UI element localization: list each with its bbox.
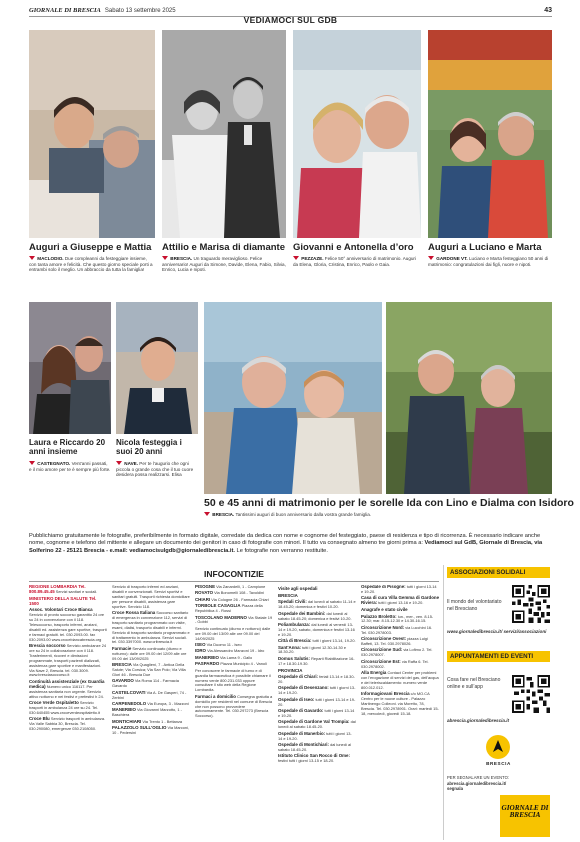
info-entry-heading: Continuità assistenziale (ex Guardia medica) xyxy=(29,678,105,689)
info-entry-heading: Poliambulanza: xyxy=(278,621,311,627)
info-entry xyxy=(195,604,273,614)
info-entry-heading: Assoc. Volontari Croce Bianca xyxy=(29,607,93,613)
info-entry-text: Via Roma 114 - Farmacia Gavardo xyxy=(112,678,179,689)
sidebar-title-associazioni: ASSOCIAZIONI SOLIDALI xyxy=(447,567,550,578)
announcement-title: Auguri a Luciano e Marta xyxy=(428,242,542,253)
info-entry-text: Servizio di trasporto infermi ed anziani, disabili e convenzionati. Servizi sportivi e sanitari gratuiti. Trasporti richiesta domiciliare per persone disabili, assistenza gare sportive. Servizio 118. xyxy=(112,585,190,609)
info-entry-heading: Ospedale di Montichiari: xyxy=(278,741,329,747)
info-entry-heading: Istituto Clinico San Rocco di Ome: xyxy=(278,753,350,759)
info-entry xyxy=(112,679,190,689)
city-label: BRESCIA xyxy=(486,761,511,766)
info-entry-heading: MONTICHIARI xyxy=(112,718,142,724)
info-column xyxy=(112,585,190,829)
announcement-body: BRESCIA. Un traguardo meraviglioso. Felice anniversario! Auguri da Simone, Davide, Elena, Fabio, Silvia, Enrico, Lucia e nipoti. xyxy=(162,256,286,273)
info-entry xyxy=(112,585,190,610)
info-entry xyxy=(112,691,190,701)
info-entry-heading: ROVATO xyxy=(195,590,214,596)
info-entry-heading: Ospedale di Gardone Val Trompia: xyxy=(278,719,350,725)
info-entry xyxy=(29,701,107,716)
info-column xyxy=(195,585,273,829)
info-entry xyxy=(195,656,273,661)
info-entry-heading: PALAZZOLO SULL'OGLIO xyxy=(112,725,167,731)
info-entry-text: tutti i giorni 13-14 e 19-20. xyxy=(278,696,356,707)
info-entry-heading: MINISTERO DELLA SALUTE Tel. 1500 xyxy=(29,595,97,606)
info-entry-heading: Sant'Anna: xyxy=(278,644,301,650)
info-entry-heading: Anagrafe e stato civile xyxy=(361,607,408,613)
info-entry-text: Via Europa, 3 - Mazzoni xyxy=(147,700,189,706)
info-entry-text: tutti i giorni 13-14, 19-20. xyxy=(312,638,356,644)
info-entry-text: Via Duomo 11 - Iseo xyxy=(206,642,242,648)
info-entry-heading: MANERBIO xyxy=(195,654,219,660)
info-entry xyxy=(29,597,107,607)
info-entry-text: tutti i giorni 13-14 e 19-20. xyxy=(278,685,356,696)
info-entry xyxy=(361,596,439,606)
photo-dialma-isidoro xyxy=(386,302,552,494)
qr-code-icon[interactable] xyxy=(512,675,550,713)
announcement-body: CASTEGNATO. Vent’anni passati, e il mio amore per te è sempre più forte. xyxy=(29,461,111,472)
info-entry-text: Piazza della Repubblica 4 - Rossi xyxy=(195,603,263,614)
sidebar-title-appuntamenti: APPUNTAMENTI ED EVENTI xyxy=(447,651,550,662)
info-entry-heading: Ospedale di Iseo: xyxy=(278,696,315,702)
info-entry xyxy=(278,732,356,742)
info-entry-text: lun., mer., ven. 8.15-12.30; mar. 8.15-12.30 e 14.30-16.15. xyxy=(361,613,434,624)
info-entry xyxy=(278,698,356,708)
info-entry-heading: Croce Verde Ospitaletto xyxy=(29,699,79,705)
info-column xyxy=(29,585,107,829)
info-entry-text: via Lofimo 2. Tel. 030.2978007. xyxy=(361,647,433,658)
red-triangle-icon xyxy=(428,256,434,260)
info-entry xyxy=(361,585,439,595)
newspaper-logo: GIORNALE DI BRESCIA xyxy=(500,795,550,837)
info-entry-text: tutti i giorni 13-16 e 19-20. xyxy=(378,600,424,606)
pin-icon xyxy=(486,735,510,759)
info-entry-text: feriali 13-14 e 18.30-20. xyxy=(278,674,355,684)
info-entry-text: Servizio trasporti in ambulanza 24 ore su 24. Tel. 030.640455 www.croceverdeospitaletto.it xyxy=(29,699,100,715)
info-entry xyxy=(278,612,356,622)
info-entry-heading: PROVINCIA xyxy=(278,667,303,673)
info-entry xyxy=(278,623,356,638)
info-entry xyxy=(361,626,439,636)
announcement-body: PEZZAZE. Felice 50° anniversario di matrimonio. Auguri da Elena, Gloria, Cristina, Enrico, Paolo e Gaia. xyxy=(293,256,416,267)
info-entry xyxy=(195,585,273,590)
info-entry-heading: BRESCIA xyxy=(112,662,132,668)
info-entry-text: Servizio trasporti in ambulanza. Via Valle Sabbia 30, Brescia. Tel. 030.290080, emergenze 030.2108050. xyxy=(29,716,106,731)
photo-attilio-marisa xyxy=(162,30,286,238)
info-entry-heading: Ospedale di Pisogne: xyxy=(361,585,406,589)
info-entry xyxy=(278,720,356,730)
info-entry-text: via Raffa 6. Tel. 030.2978002. xyxy=(361,658,429,669)
info-section-title: INFOCONTIZIE xyxy=(29,569,439,582)
info-entry xyxy=(112,720,190,725)
red-triangle-icon xyxy=(29,256,35,260)
info-entry xyxy=(278,646,356,656)
info-entry-heading: Informagiovani Brescia xyxy=(361,691,410,697)
publication-name: GIORNALE DI BRESCIA xyxy=(29,7,101,14)
info-entry-heading: Città di Brescia: xyxy=(278,638,312,644)
info-entry xyxy=(195,695,273,720)
info-entry-heading: Circoscrizione Ovest: xyxy=(361,636,407,642)
info-entry-heading: Palazzo Broletto: xyxy=(361,613,397,619)
announcement-body: MACLODIO. Due compleanni da festeggiare insieme, con tanta amore e felicità. Che questo giorno speciale porti a entrambi solo il meglio. Un abbraccio da tutta la famiglia! xyxy=(29,256,153,273)
info-entry xyxy=(29,680,107,700)
announcement-title: Auguri a Giuseppe e Mattia xyxy=(29,242,152,253)
info-entry-heading: Ospedale dei Bambini: xyxy=(278,610,326,616)
info-entry-heading: IDRO xyxy=(195,648,206,654)
section-title: VEDIAMOCI SUL GDB xyxy=(243,15,338,25)
info-entry-text: Via Quaglieni, 7 - Antica Della Salute; Via Corsica; Via San Polo; Via Villa Glori 46 - Brescia Due xyxy=(112,662,186,677)
info-entry-heading: Circoscrizione Est: xyxy=(361,658,401,664)
red-triangle-icon xyxy=(116,461,122,465)
info-entry xyxy=(195,649,273,654)
info-entry-text: Via Statale 19 - Gobbi xyxy=(195,614,273,625)
info-entry-heading: Ospedale di Desenzano: xyxy=(278,685,329,691)
info-entry-heading: Domus Salutis: xyxy=(278,655,310,661)
info-entry-heading: GAVARDO xyxy=(112,678,134,684)
info-entry-heading: Croce Blu xyxy=(29,716,50,722)
sidebar-link-associazioni[interactable]: www.giornaledibrescia.it/ servizi/associazioni xyxy=(447,629,547,634)
info-entry xyxy=(112,708,190,718)
info-entry-text: Via Lama 9 - Gallo xyxy=(220,654,253,660)
info-entry-text: Servizio continuato (diurno e notturno): dalle ore 09.00 del 12/09 alle ore 09.00 del 13/09/2025 xyxy=(112,645,187,661)
info-entry-text: Contact Center per problemi con l'erogazione di servizi del gas, dell'acqua e del teleriscaldamento: numero verde 800.012.012. xyxy=(361,670,439,690)
announcement-body: GARDONE VT. Luciano e Marta festeggiano 50 anni di matrimonio: congratulazioni dai figli, nuore e nipoti. xyxy=(428,256,549,267)
info-entry-heading: Brescia soccorso xyxy=(29,642,66,648)
info-entry xyxy=(195,616,273,626)
info-entry xyxy=(195,643,273,648)
info-entry-heading: Spedali Civili: xyxy=(278,599,307,605)
info-entry xyxy=(278,709,356,719)
info-entry-text: Via A. De Gasperi, 74 - Zerbini xyxy=(112,689,187,700)
announcement-body: BRESCIA. Tantissimi auguri di buon anniversario dalla vostra grande famiglia. xyxy=(204,512,552,522)
info-entry xyxy=(195,598,273,603)
info-entry-heading: Farmaci a domicilio xyxy=(195,693,236,699)
info-entry-text: Via Marconi, 10 - Pedersini xyxy=(112,725,190,735)
info-entry xyxy=(29,644,107,678)
info-entry xyxy=(112,647,190,662)
info-entry xyxy=(278,594,356,599)
announcement-title: 50 e 45 anni di matrimonio per le sorelle Ida con Lino e Dialma con Isidoro xyxy=(204,497,574,509)
info-entry-text: Servizio continuato (diurno e notturno) dalle ore 09.00 del 13/09 alle ore 09.00 del 14/09/2025 xyxy=(195,625,271,641)
photo-ida-lino xyxy=(204,302,382,494)
info-columns xyxy=(29,585,439,829)
info-entry xyxy=(112,726,190,736)
info-entry-text: Consegna gratuita a domicilio per residenti nel comune di Brescia che non possono provvedere autonomamente. Tel. 030.297273 (Brescia Soccorso). xyxy=(195,693,273,719)
info-entry-heading: TOSCOLANO MADERNO xyxy=(195,614,247,620)
info-entry-text: festivi tutti i giorni 13-15 e 18-20. xyxy=(278,758,335,764)
info-column xyxy=(361,585,439,829)
info-entry-heading: PASPARDO xyxy=(195,661,220,667)
announcement-title: Giovanni e Antonella d’oro xyxy=(293,242,414,253)
info-entry xyxy=(278,669,356,674)
info-entry-heading: BRESCIA xyxy=(278,592,298,598)
sidebar-text-appuntamenti: Cosa fare nel Bresciano online e sull’app xyxy=(447,677,501,690)
info-entry-text: tutti i giorni 13-14 e 19-20. xyxy=(361,585,437,594)
info-entry-heading: Alla Energia xyxy=(361,670,387,676)
info-entry-text: Reparti Riabilitazione 16-17 e 18.30-19.30. xyxy=(278,655,355,666)
announcement-title: Nicola festeggia i suoi 20 anni xyxy=(116,438,182,456)
info-entry xyxy=(361,615,439,625)
info-entry-text: piazza Luigi Baffeti, 13. Tel. 030.2978026. xyxy=(361,636,428,647)
page-number: 43 xyxy=(544,7,552,14)
info-entry-text: c/o MO.CA Centro per le nuove culture - Palazzo Martinengo Colleoni. via Moretto, 78, Brescia. Tel. 030.2978901. Orari: martedì 15-18, mercoledì, giovedì 15-18. xyxy=(361,691,439,716)
issue-date: Sabato 13 settembre 2025 xyxy=(104,7,176,14)
info-entry-text: tutti i giorni 13-14 e 19-20. xyxy=(278,708,355,718)
qr-code-icon[interactable] xyxy=(512,585,550,623)
info-entry-text: Servizio di pronto soccorso garantito 24 ore su 24 in convenzione con il 118. Telesoccorso, trasporto infermi, anziani, disabili ed. assistenza gare sportive, trasporti e farmaci gratuiti. tel. 030.2093.00. fax 030.2093.00 www.crocebiancabrescia.org xyxy=(29,612,107,642)
info-entry-heading: MANERBIO xyxy=(112,707,136,713)
info-entry-text: Piazza Municipio 4 - Vanoli xyxy=(220,661,267,667)
info-entry xyxy=(278,675,356,685)
photo-giovanni-antonella xyxy=(293,30,421,238)
info-entry xyxy=(29,608,107,642)
info-entry xyxy=(278,600,356,610)
report-text: PER SEGNALARE UN EVENTO: xyxy=(447,775,510,780)
info-entry xyxy=(195,669,273,694)
info-entry xyxy=(278,686,356,696)
info-entry-heading: REGIONE LOMBARDIA Tel. 800.89.45.45 xyxy=(29,585,86,594)
info-entry xyxy=(361,637,439,647)
info-entry-text: dal lunedì al sabato 18.45-20. xyxy=(278,719,356,730)
info-entry-heading: Circoscrizione Sud: xyxy=(361,647,403,653)
info-column xyxy=(278,585,356,829)
info-entry-heading: CASTELCOVATI xyxy=(112,689,146,695)
info-entry-text: Servizi sanitari e sociali. xyxy=(55,588,98,594)
info-entry xyxy=(361,671,439,691)
info-entry-text: Via Alessandro Manzoni 19 - Idro xyxy=(207,648,265,654)
info-entry-heading: CARPENEDOLO xyxy=(112,700,147,706)
info-entry xyxy=(361,692,439,717)
info-entry-heading: PISOGNE xyxy=(195,585,216,589)
info-entry-text: Via Zanardelli, 1 - Campione xyxy=(216,585,266,589)
info-entry xyxy=(112,702,190,707)
announcement-body: NAVE. Per te l’augurio che ogni piccola o grande cosa che il tuo cuore desidera possa realizzarsi. Elisa xyxy=(116,461,194,478)
info-entry-text: tutti i giorni 12.30-14.30 e 18.30-20. xyxy=(278,644,347,655)
info-entry xyxy=(278,657,356,667)
info-entry-text: dal lunedì al sabato 11-14 e 18.45-20; domenica e festivi 10-20. xyxy=(278,599,356,610)
info-entry xyxy=(195,662,273,667)
photo-laura-riccardo xyxy=(29,302,111,434)
info-entry xyxy=(361,648,439,658)
info-entry xyxy=(195,591,273,596)
info-entry xyxy=(278,743,356,753)
info-entry xyxy=(361,608,439,613)
info-entry-heading: Circoscrizione Nord: xyxy=(361,624,405,630)
red-triangle-icon xyxy=(162,256,168,260)
info-entry-heading: CHIARI xyxy=(195,596,211,602)
info-entry-text: Via Cologne 26 - Farmacia Chiari xyxy=(211,596,269,602)
info-entry-text: Via Bonomelli 108 - Tavoldini xyxy=(214,590,264,596)
info-entry xyxy=(278,587,356,592)
announcement-title: Laura e Riccardo 20 anni insieme xyxy=(29,438,106,456)
info-entry xyxy=(195,627,273,642)
info-entry-text: Servizio ambulanze 24 ore su 24 in collaborazione con il 118. Trasferimenti, ricoveri e dimissioni programmate, trasporti pazienti dializzati, assistenza gare sportive e manifestazioni. Via Nave 2, Brescia. tel. 030.3009. www.bresciasoccorso.it xyxy=(29,642,107,678)
info-entry xyxy=(29,717,107,732)
photo-nicola xyxy=(116,302,198,434)
info-entry-heading: Ospedale di Chiari: xyxy=(278,674,319,680)
info-entry-text: via Lucchini 16. Tel. 030.2978003. xyxy=(361,624,433,635)
info-entry xyxy=(112,611,190,645)
info-entry-text: Soccorso sanitario di emergenza in convenzione 112, servizi di trasporto sanitario programmato con visite, esami, dialisi, trasporto disabili e infermi. Servizio di trasporto sanitario programmato e di trattamento in ambulanza. Servizi sociali. tel. 030.3397000. www.cribrescia.it xyxy=(112,610,190,645)
info-entry-heading: Visite agli ospedali xyxy=(278,586,318,591)
info-entry-text: Numero unico 116117. Per assistenza sanitaria non urgente. Servizio attivo notturno e nei festivi e prefestivi h 24. xyxy=(29,683,104,699)
info-entry xyxy=(361,660,439,670)
sidebar-link-appuntamenti[interactable]: abrescia.giornaledibrescia.it xyxy=(447,718,510,723)
info-entry-heading: Ospedale di Gavardo: xyxy=(278,708,324,714)
red-triangle-icon xyxy=(204,512,210,516)
info-entry-heading: Ospedale di Manerbio: xyxy=(278,730,326,736)
info-entry xyxy=(278,639,356,644)
red-triangle-icon xyxy=(293,256,299,260)
submission-notice: Pubblichiamo gratuitamente le fotografie, preferibilmente in formato digitale, corredate da dedica con nome e cognome del festeggiato, paese di residenza e tipo di ricorrenza. È necessario indicare anche nome, cognome e telefono del mittente e allegare un documento dei genitori in caso di fotografie con minori. Il tutto va consegnato almeno tre giorni prima a: Vediamoci sul GdB, Giornale di Brescia, via Solferino 22 - 25121 Brescia - e.mail: vediamocisulgdb@giornaledibrescia.it. Le fotografie non verranno restituite. xyxy=(29,533,543,554)
info-entry-heading: Croce Rossa Italiana xyxy=(112,610,156,616)
sidebar-text-associazioni: Il mondo del volontariato nel Bresciano xyxy=(447,599,502,612)
info-entry-heading: Farmacie xyxy=(112,645,132,651)
info-entry-text: dal lunedì al sabato 18.45-20; domenica e festivi 10-20. xyxy=(278,610,352,621)
info-entry-text: Per conoscere le farmacie di turno e di guardia farmaceutica è possibile chiamare il numero verde 800.231.033 oppure consultare il sito web della Regione Lombardia. xyxy=(195,667,271,693)
report-link[interactable]: abrescia.giornaledibrescia.it/ segnala xyxy=(447,781,507,792)
info-entry xyxy=(112,663,190,678)
photo-luciano-marta xyxy=(428,30,552,238)
red-triangle-icon xyxy=(29,461,35,465)
info-entry-heading: Casa di cura Villa Gemma di Gardone Riviera: xyxy=(361,595,439,606)
info-entry xyxy=(29,585,107,595)
info-entry-heading: TORBOLE CASAGLIA xyxy=(195,603,241,609)
info-entry-text: dal lunedì al sabato 18.45-20. xyxy=(278,741,352,752)
info-entry-text: Via Trento 1 - Bettanza xyxy=(142,718,183,724)
announcement-title: Attilio e Marisa di diamante xyxy=(162,242,285,253)
info-entry-text: dal lunedì al venerdì 13-14 e 19-20, sabato, domenica e festivi 13-16 e 19-20. xyxy=(278,621,355,637)
info-entry-text: tutti i giorni 13-14 e 19-20. xyxy=(278,730,352,741)
info-entry-heading: ISEO xyxy=(195,642,206,648)
photo-giuseppe-mattia xyxy=(29,30,155,238)
info-entry xyxy=(278,754,356,764)
info-entry-text: Via Giovanni Marzotto, 1 - Baschiera xyxy=(112,707,182,718)
